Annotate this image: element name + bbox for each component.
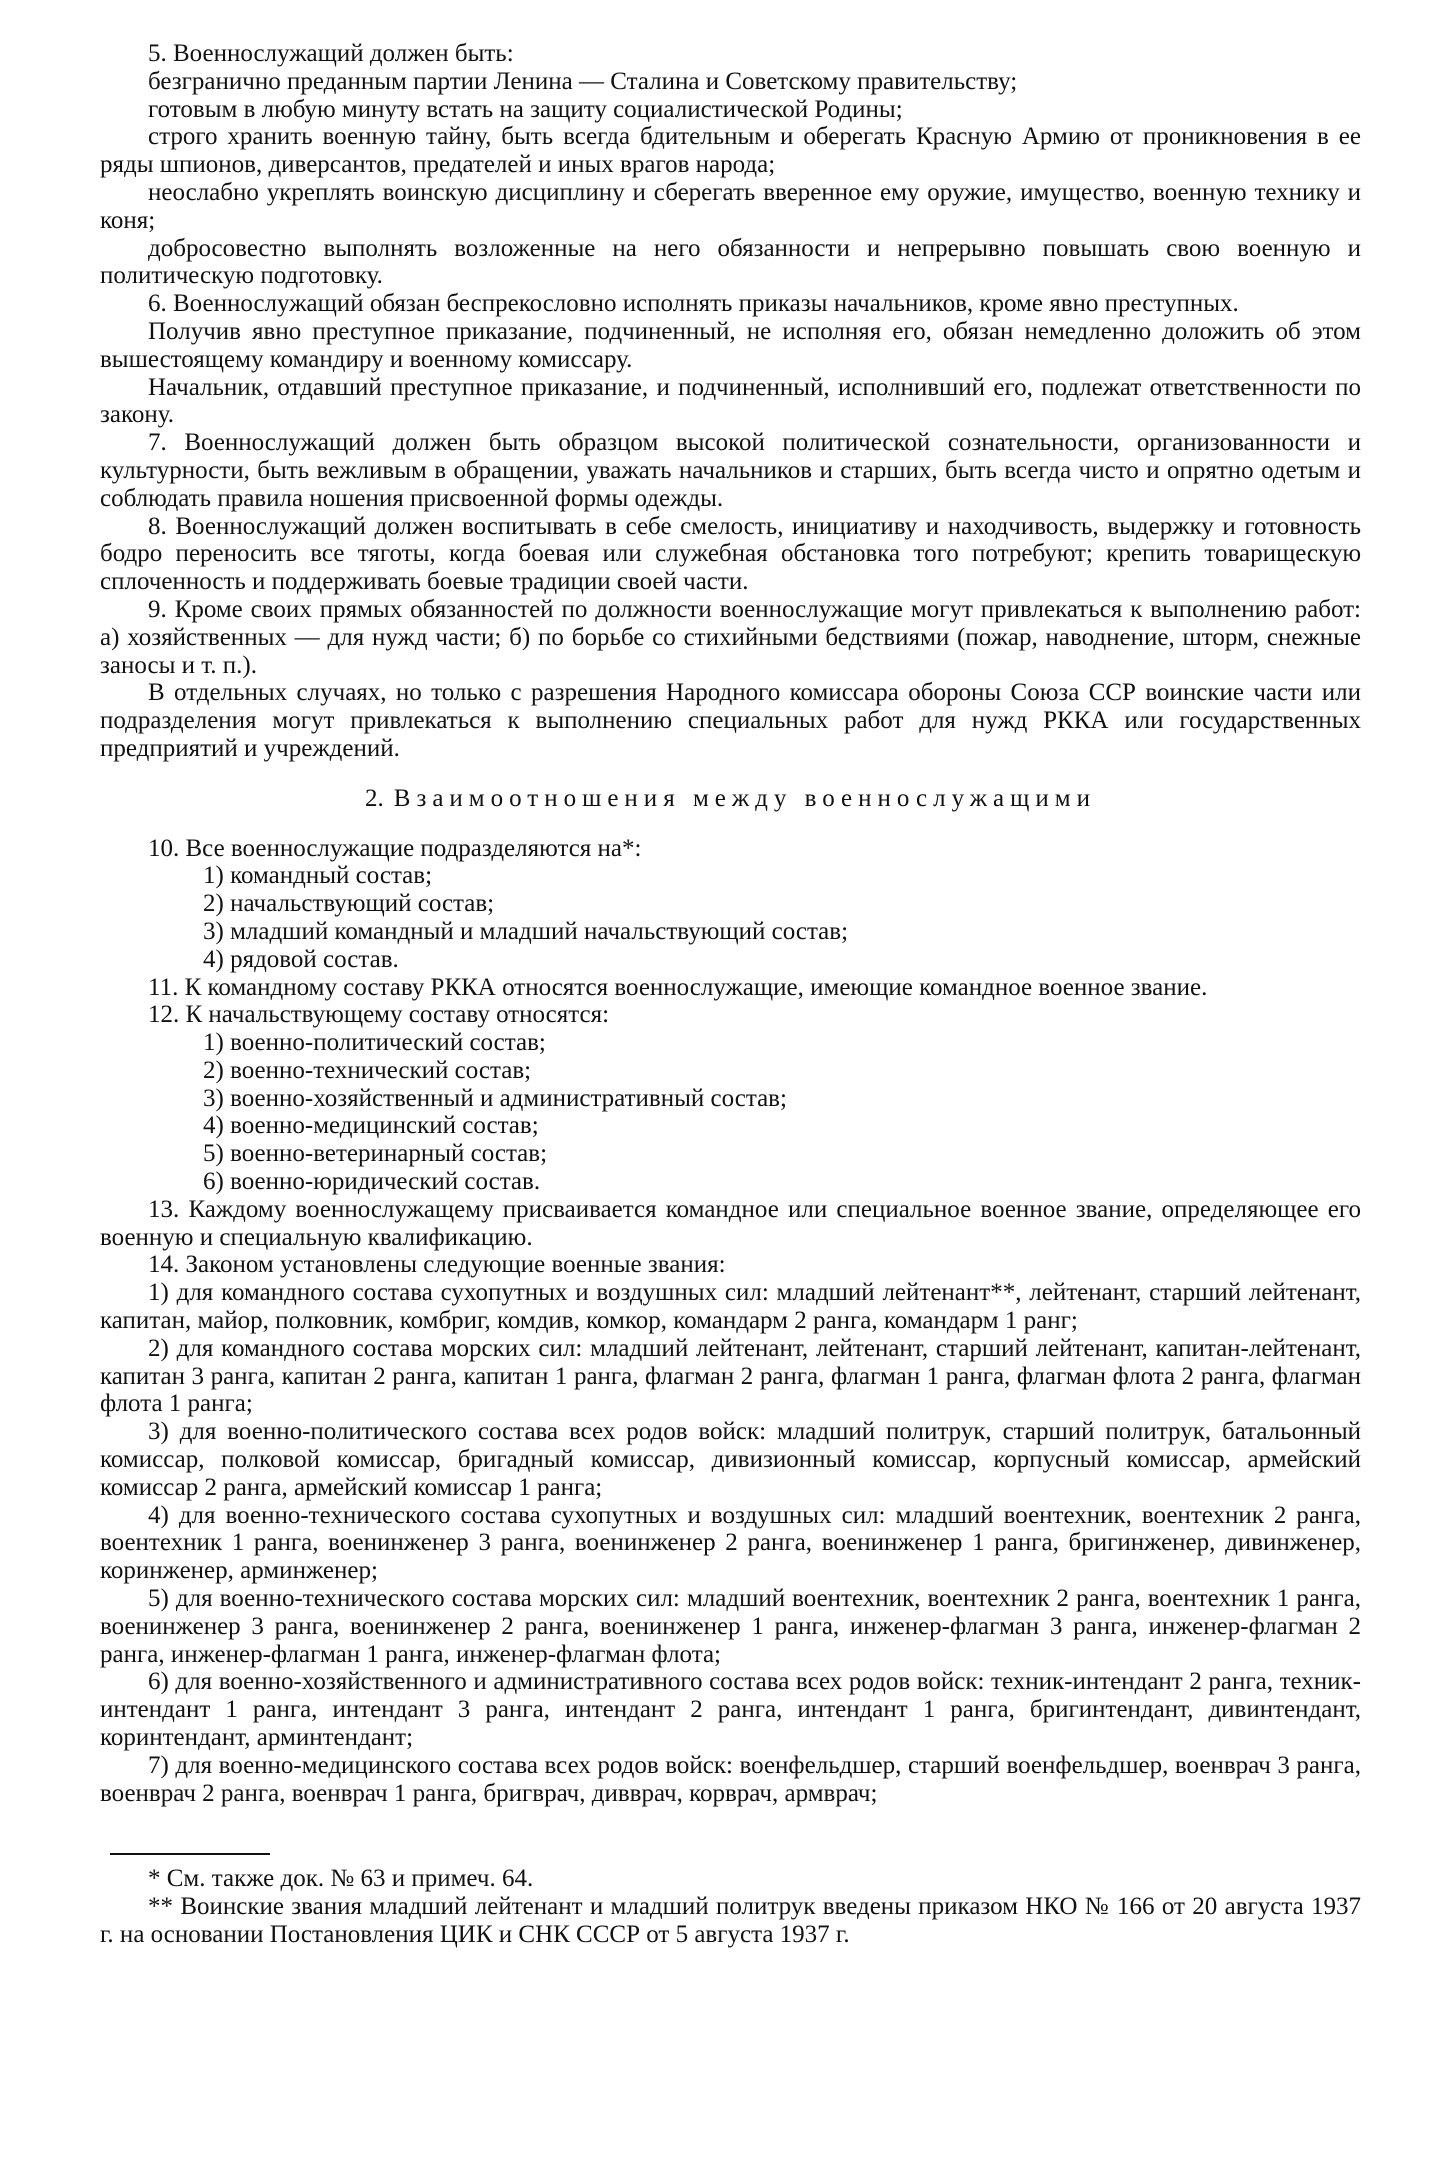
item-10 (100, 835, 1361, 974)
paragraph: 9. Кроме своих прямых обязанностей по должности военнослужащие могут привлекаться к выполнению работ: а) хозяйственных — для нужд части; б) по борьбе со стихийными бедствиями (пожар, наводнение, шторм, снежные заносы и т. п.). (100, 595, 1361, 679)
rank-list-item: 5) для военно-технического состава морских сил: младший воентехник, воентехник 2 ранга, воентехник 1 ранга, военинженер 3 ранга, военинженер 2 ранга, военинженер 1 ранга, инженер-флагман 3 ранга, инженер-флагман 2 ранга, инженер-флагман 1 ранга, инженер-флагман флота; (100, 1585, 1361, 1668)
section-number: 2. (365, 784, 384, 812)
item-11: 11. К командному составу РККА относятся военнослужащие, имеющие командное военное звание. (148, 973, 1208, 1001)
paragraph: 5. Военнослужащий должен быть: (148, 40, 514, 67)
rank-list-item: 6) для военно-хозяйственного и административного состава всех родов войск: техник-интендант 2 ранга, техник-интендант 1 ранга, интендант 3 ранга, интендант 2 ранга, интендант 1 ранга, бригинтендант, дивинтендант, коринтендант, арминтендант; (100, 1668, 1361, 1752)
list-item: 6) военно-юридический состав. (203, 1168, 541, 1196)
footnote: ** Воинские звания младший лейтенант и младший политрук введены приказом НКО № 166 от 20 августа 1937 г. на основании Постановления ЦИК и СНК СССР от 5 августа 1937 г. (100, 1893, 1361, 1948)
paragraph: готовым в любую минуту встать на защиту социалистической Родины; (148, 95, 903, 123)
paragraph: 6. Военнослужащий обязан беспрекословно исполнять приказы начальников, кроме явно преступных. (148, 290, 1239, 318)
item-intro: 14. Законом установлены следующие военные звания: (148, 1251, 726, 1279)
paragraphs-duties (100, 40, 1361, 763)
list-item: 4) рядовой состав. (203, 945, 399, 973)
item-intro: 10. Все военнослужащие подразделяются на*: (148, 834, 642, 862)
paragraph: 7. Военнослужащий должен быть образцом высокой политической сознательности, организованности и культурности, быть вежливым в обращении, уважать начальников и старших, быть всегда чисто и опрятно одетым и соблюдать правила ношения присвоенной формы одежды. (100, 429, 1361, 512)
list-item: 5) военно-ветеринарный состав; (203, 1140, 548, 1168)
paragraph: добросовестно выполнять возложенные на него обязанности и непрерывно повышать свою военную и политическую подготовку. (100, 234, 1361, 290)
list-item: 2) начальствующий состав; (203, 890, 495, 918)
rank-list-item: 4) для военно-технического состава сухопутных и воздушных сил: младший воентехник, воентехник 2 ранга, воентехник 1 ранга, военинженер 3 ранга, военинженер 2 ранга, военинженер 1 ранга, бригинженер, дивинженер, коринженер, арминженер; (100, 1501, 1361, 1585)
item-intro: 12. К начальствующему составу относятся: (148, 1001, 610, 1029)
rank-list-item: 7) для военно-медицинского состава всех родов войск: военфельдшер, старший военфельдшер, военврач 3 ранга, военврач 2 ранга, военврач 1 ранга, бригврач, дивврач, корврач, армврач; (100, 1751, 1361, 1807)
list-item: 1) командный состав; (203, 862, 433, 890)
list-item: 3) младший командный и младший начальствующий состав; (203, 917, 849, 945)
paragraph: 8. Военнослужащий должен воспитывать в себе смелость, инициативу и находчивость, выдержку и готовность бодро переносить все тяготы, когда боевая или служебная обстановка того потребуют; крепить товарищескую сплоченность и поддерживать боевые традиции своей части. (100, 512, 1361, 596)
item-13: 13. Каждому военнослужащему присваивается командное или специальное военное звание, определяющее его военную и специальную квалификацию. (100, 1195, 1361, 1251)
section-heading (100, 785, 1361, 813)
rank-list-item: 1) для командного состава сухопутных и воздушных сил: младший лейтенант**, лейтенант, старший лейтенант, капитан, майор, полковник, комбриг, комдив, комкор, командарм 2 ранга, командарм 1 ранг; (100, 1279, 1361, 1335)
paragraph: неослабно укреплять воинскую дисциплину и сберегать вверенное ему оружие, имущество, военную технику и коня; (100, 178, 1361, 234)
paragraph: Получив явно преступное приказание, подчиненный, не исполняя его, обязан немедленно доложить об этом вышестоящему командиру и военному комиссару. (100, 317, 1361, 373)
list-item: 2) военно-технический состав; (203, 1056, 532, 1084)
paragraph: В отдельных случаях, но только с разрешения Народного комиссара обороны Союза ССР воинские части или подразделения могут привлекаться к выполнению специальных работ для нужд РККА или государственных предприятий и учреждений. (100, 679, 1361, 762)
footnote: * См. также док. № 63 и примеч. 64. (148, 1865, 534, 1893)
rank-list-item: 2) для командного состава морских сил: младший лейтенант, лейтенант, старший лейтенант, капитан-лейтенант, капитан 3 ранга, капитан 2 ранга, капитан 1 ранга, флагман 2 ранга, флагман 1 ранга, флагман флота 2 ранга, флагман флота 1 ранга; (100, 1334, 1361, 1418)
list-item: 3) военно-хозяйственный и административный состав; (203, 1084, 787, 1112)
paragraph: Начальник, отдавший преступное приказание, и подчиненный, исполнивший его, подлежат ответственности по закону. (100, 373, 1361, 429)
footnotes (100, 1853, 1361, 1948)
paragraph: строго хранить военную тайну, быть всегда бдительным и оберегать Красную Армию от проникновения в ее ряды шпионов, диверсантов, предателей и иных врагов народа; (100, 123, 1361, 179)
rank-list-item: 3) для военно-политического состава всех родов войск: младший политрук, старший политрук, батальонный комиссар, полковой комиссар, бригадный комиссар, дивизионный комиссар, корпусный комиссар, армейский комиссар 2 ранга, армейский комиссар 1 ранга; (100, 1418, 1361, 1501)
paragraph: безгранично преданным партии Ленина — Сталина и Советскому правительству; (148, 67, 1018, 95)
section-title: Взаимоотношения между военнослужащими (393, 784, 1096, 812)
item-14 (100, 1251, 1361, 1807)
list-item: 1) военно-политический состав; (203, 1029, 546, 1057)
list-item: 4) военно-медицинский состав; (203, 1112, 539, 1140)
item-12 (100, 1001, 1361, 1196)
footnote-divider (110, 1853, 270, 1855)
